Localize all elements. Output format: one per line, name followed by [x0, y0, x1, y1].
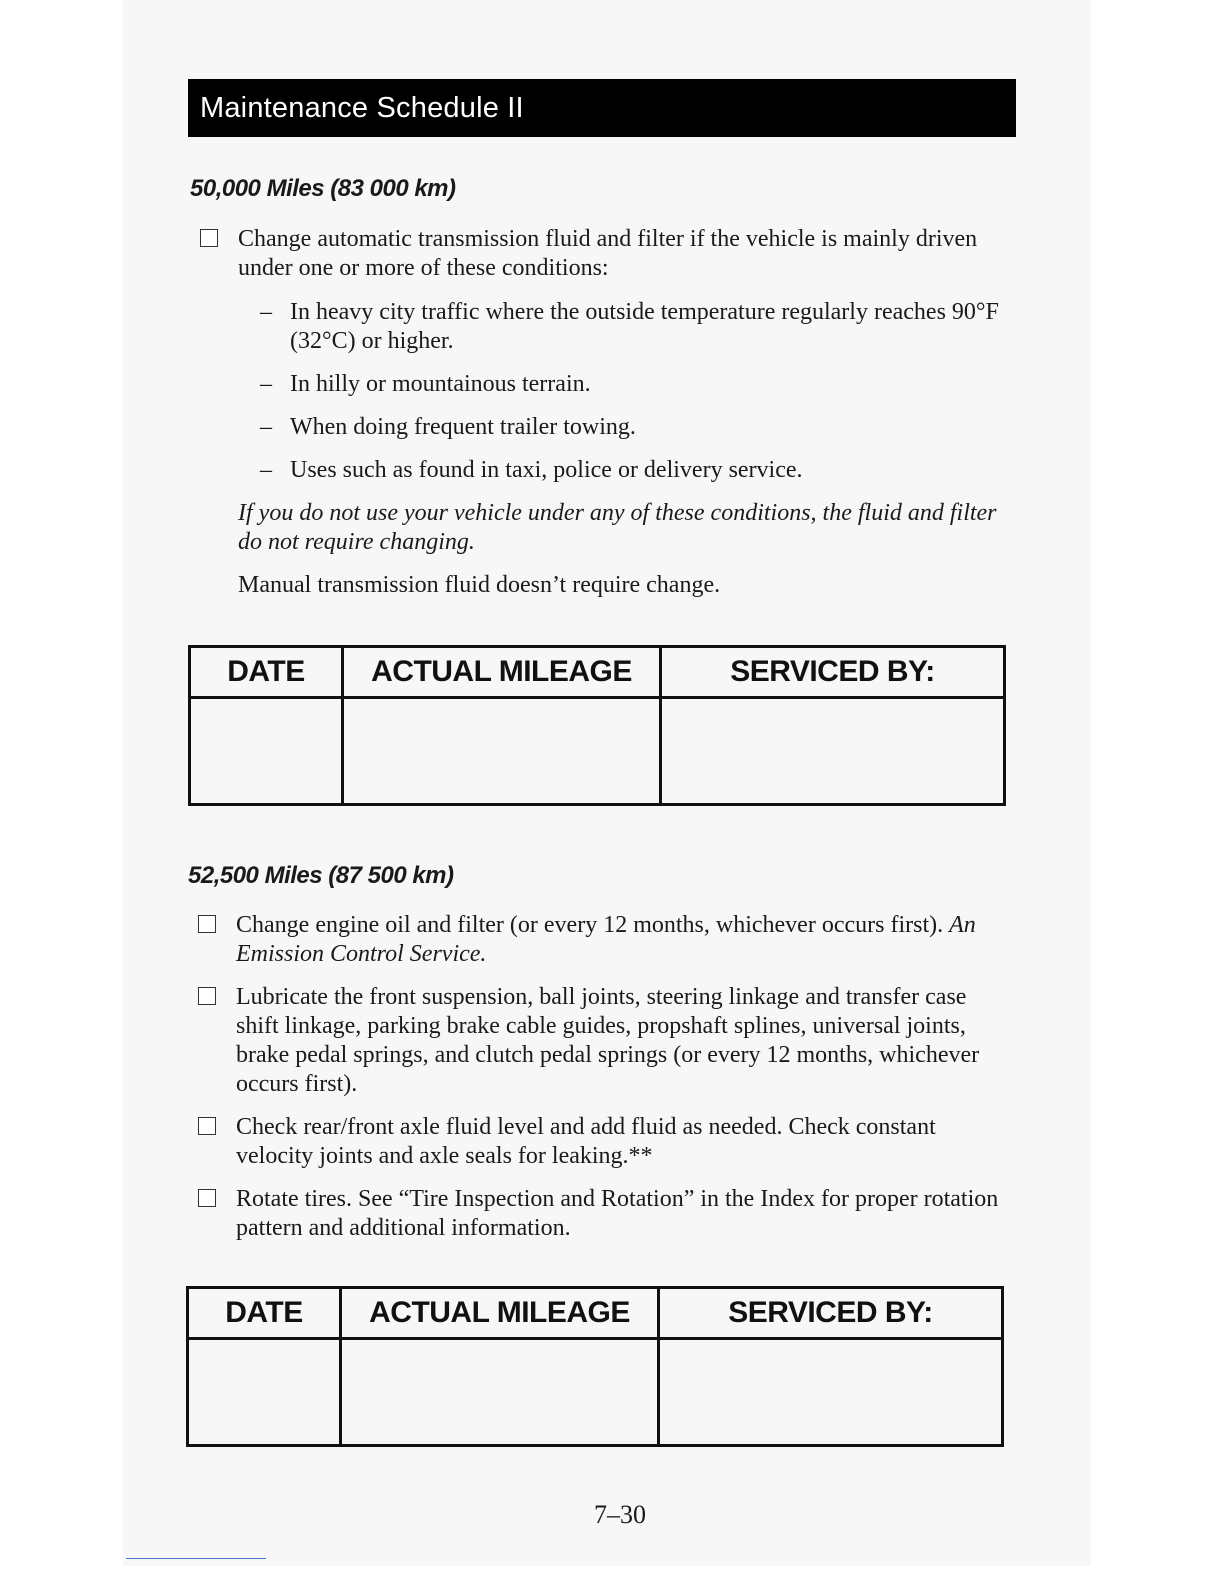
table-header-row: [190, 647, 1005, 698]
condition-item: [260, 413, 1010, 442]
dash-bullet-icon: –: [260, 371, 272, 397]
conditions-note: If you do not use your vehicle under any of these conditions, the fluid and filter do not require changing.: [238, 500, 997, 555]
service-log-table: [186, 1286, 1004, 1447]
date-cell[interactable]: [190, 698, 343, 805]
actual-mileage-header: ACTUAL MILEAGE: [341, 1288, 659, 1339]
dash-bullet-icon: –: [260, 414, 272, 440]
checklist-item: [236, 983, 1006, 1099]
bottom-rule: [126, 1558, 266, 1559]
serviced-by-header: SERVICED BY:: [659, 1288, 1003, 1339]
item-text: Change automatic transmission fluid and filter if the vehicle is mainly driven under one or more of these conditions:: [238, 226, 978, 281]
condition-text: In heavy city traffic where the outside temperature regularly reaches 90°F (32°C) or higher.: [290, 299, 999, 354]
serviced-by-cell[interactable]: [659, 1339, 1003, 1446]
condition-text: In hilly or mountainous terrain.: [290, 371, 591, 397]
checklist-item: [238, 225, 1008, 283]
actual-mileage-header: ACTUAL MILEAGE: [343, 647, 661, 698]
page-number: 7–30: [594, 1500, 646, 1529]
dash-bullet-icon: –: [260, 457, 272, 483]
mileage-cell[interactable]: [343, 698, 661, 805]
checklist-item: [236, 1113, 1006, 1171]
date-cell[interactable]: [188, 1339, 341, 1446]
mileage-cell[interactable]: [341, 1339, 659, 1446]
checkbox[interactable]: [198, 987, 216, 1005]
table-header-row: [188, 1288, 1003, 1339]
service-log-table: [188, 645, 1006, 806]
checkbox[interactable]: [198, 1117, 216, 1135]
table-row: [190, 698, 1005, 805]
checklist-item: [236, 1185, 1006, 1243]
checkbox[interactable]: [198, 915, 216, 933]
item-text: Change engine oil and filter (or every 12 months, whichever occurs first).: [236, 912, 944, 938]
condition-text: Uses such as found in taxi, police or delivery service.: [290, 457, 803, 483]
emission-service-note: An Emission Control Service.: [236, 912, 976, 967]
item-text: Rotate tires. See “Tire Inspection and Rotation” in the Index for proper rotation pattern and additional information.: [236, 1186, 999, 1241]
page-title: Maintenance Schedule II: [188, 79, 1016, 137]
section-heading-52500: 52,500 Miles (87 500 km): [188, 862, 454, 889]
section-heading-50000: 50,000 Miles (83 000 km): [190, 175, 456, 202]
condition-item: [260, 456, 1010, 485]
manual-transmission-note: Manual transmission fluid doesn’t require change.: [238, 572, 721, 598]
item-text: Check rear/front axle fluid level and add fluid as needed. Check constant velocity joints and axle seals for leaking.**: [236, 1114, 936, 1169]
condition-text: When doing frequent trailer towing.: [290, 414, 636, 440]
date-header: DATE: [190, 647, 343, 698]
condition-item: [260, 298, 1010, 356]
condition-item: [260, 370, 1010, 399]
checkbox[interactable]: [198, 1189, 216, 1207]
serviced-by-header: SERVICED BY:: [661, 647, 1005, 698]
item-text: Lubricate the front suspension, ball joints, steering linkage and transfer case shift linkage, parking brake cable guides, propshaft splines, universal joints, brake pedal springs, and clutch pedal springs (or every 12 months, whichever occurs first).: [236, 984, 980, 1097]
checklist-item: [236, 911, 1006, 969]
date-header: DATE: [188, 1288, 341, 1339]
table-row: [188, 1339, 1003, 1446]
checkbox[interactable]: [200, 229, 218, 247]
dash-bullet-icon: –: [260, 299, 272, 325]
serviced-by-cell[interactable]: [661, 698, 1005, 805]
